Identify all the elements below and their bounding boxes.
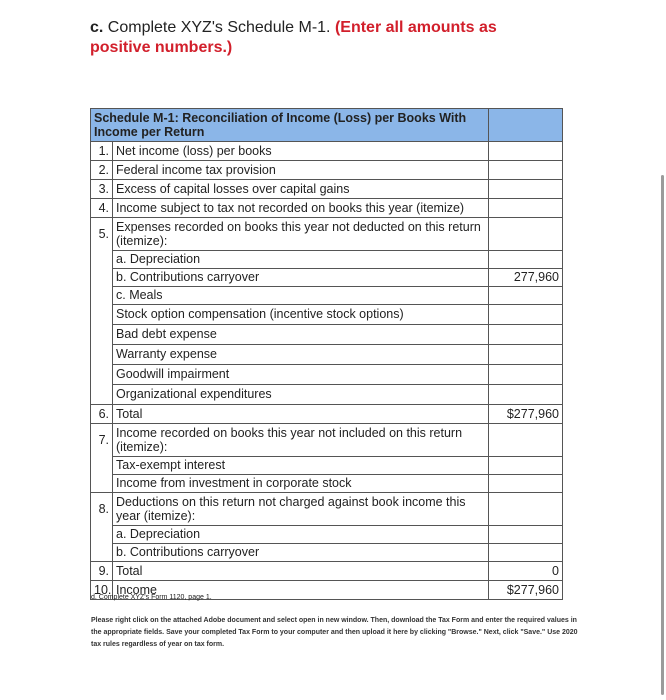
row-amount-field[interactable] [489, 424, 563, 457]
footer-instructions: Please right click on the attached Adobe document and select open in new window. Then, download the Tax Form and enter the required values in the appropriate fields. Save your completed Tax Form to your computer and then upload it here by clicking "Browse." Next, click "Save." Use 2020 tax rules regardless of year on tax form. [91, 617, 578, 648]
row-amount-field[interactable] [489, 218, 563, 251]
row-amount-field[interactable] [489, 384, 563, 405]
row-amount-field[interactable] [489, 525, 563, 543]
row-number [91, 250, 113, 268]
row-amount-field[interactable]: $277,960 [489, 405, 563, 424]
row-amount-field[interactable] [489, 161, 563, 180]
schedule-row [91, 364, 563, 384]
row-number [91, 456, 113, 474]
row-label: Income from investment in corporate stock [113, 474, 489, 493]
schedule-title: Schedule M-1: Reconciliation of Income (Loss) per Books With Income per Return [91, 109, 489, 142]
row-label: Organizational expenditures [113, 384, 489, 405]
row-amount-field[interactable] [489, 199, 563, 218]
row-label: Net income (loss) per books [113, 142, 489, 161]
schedule-row [91, 424, 563, 457]
schedule-title-fill [489, 109, 563, 142]
schedule-row [91, 268, 563, 286]
row-number [91, 344, 113, 364]
row-amount-field[interactable]: $277,960 [489, 581, 563, 600]
row-label: Deductions on this return not charged against book income this year (itemize): [113, 493, 489, 526]
row-amount-field[interactable]: 0 [489, 562, 563, 581]
question-note: (Enter all amounts as positive numbers.) [90, 19, 497, 56]
schedule-row [91, 142, 563, 161]
schedule-row [91, 286, 563, 304]
row-amount-field[interactable] [489, 364, 563, 384]
row-number [91, 286, 113, 304]
row-amount-field[interactable] [489, 474, 563, 493]
row-amount-field[interactable] [489, 324, 563, 344]
row-number [91, 268, 113, 286]
schedule-row [91, 324, 563, 344]
row-label: Stock option compensation (incentive stock options) [113, 304, 489, 324]
question-text: Complete XYZ's Schedule M-1. [103, 19, 335, 36]
row-number [91, 543, 113, 562]
schedule-row [91, 562, 563, 581]
row-number: 2. [91, 161, 113, 180]
row-label: Tax-exempt interest [113, 456, 489, 474]
schedule-row [91, 180, 563, 199]
row-label: Income [113, 581, 489, 600]
question-heading [90, 18, 560, 58]
row-number [91, 384, 113, 405]
footer-section [91, 594, 581, 651]
row-number: 3. [91, 180, 113, 199]
row-amount-field[interactable] [489, 250, 563, 268]
schedule-row [91, 405, 563, 424]
row-label: Excess of capital losses over capital gains [113, 180, 489, 199]
row-label: b. Contributions carryover [113, 543, 489, 562]
row-label: Income subject to tax not recorded on books this year (itemize) [113, 199, 489, 218]
question-part: c. [90, 19, 104, 36]
row-label: Warranty expense [113, 344, 489, 364]
row-label: b. Contributions carryover [113, 268, 489, 286]
row-label: Goodwill impairment [113, 364, 489, 384]
row-number: 7. [91, 424, 113, 457]
row-amount-field[interactable] [489, 493, 563, 526]
schedule-row [91, 474, 563, 493]
row-number [91, 525, 113, 543]
row-number [91, 474, 113, 493]
row-label: a. Depreciation [113, 250, 489, 268]
row-number [91, 364, 113, 384]
schedule-row [91, 456, 563, 474]
schedule-row [91, 161, 563, 180]
scrollbar[interactable] [661, 175, 664, 695]
row-number [91, 304, 113, 324]
row-amount-field[interactable] [489, 304, 563, 324]
row-number: 6. [91, 405, 113, 424]
row-label: Expenses recorded on books this year not deducted on this return (itemize): [113, 218, 489, 251]
row-number: 8. [91, 493, 113, 526]
schedule-row [91, 543, 563, 562]
row-label: Income recorded on books this year not included on this return (itemize): [113, 424, 489, 457]
schedule-row [91, 525, 563, 543]
row-amount-field[interactable] [489, 142, 563, 161]
row-number: 5. [91, 218, 113, 251]
schedule-row [91, 384, 563, 405]
row-label: Federal income tax provision [113, 161, 489, 180]
schedule-row [91, 218, 563, 251]
footer-title: d. Complete XYZ's Form 1120, page 1. [91, 594, 212, 601]
row-label: Total [113, 562, 489, 581]
schedule-row [91, 250, 563, 268]
schedule-m1-table [90, 108, 563, 600]
row-label: c. Meals [113, 286, 489, 304]
schedule-row [91, 304, 563, 324]
schedule-rows [91, 142, 563, 600]
row-amount-field[interactable] [489, 344, 563, 364]
schedule-row [91, 199, 563, 218]
schedule-row [91, 344, 563, 364]
schedule-row [91, 493, 563, 526]
row-amount-field[interactable] [489, 543, 563, 562]
row-amount-field[interactable] [489, 180, 563, 199]
row-number: 4. [91, 199, 113, 218]
row-number: 9. [91, 562, 113, 581]
row-label: Total [113, 405, 489, 424]
row-amount-field[interactable] [489, 286, 563, 304]
row-number [91, 324, 113, 344]
row-amount-field[interactable] [489, 456, 563, 474]
row-label: Bad debt expense [113, 324, 489, 344]
row-number: 10. [91, 581, 113, 600]
row-amount-field[interactable]: 277,960 [489, 268, 563, 286]
row-number: 1. [91, 142, 113, 161]
row-label: a. Depreciation [113, 525, 489, 543]
